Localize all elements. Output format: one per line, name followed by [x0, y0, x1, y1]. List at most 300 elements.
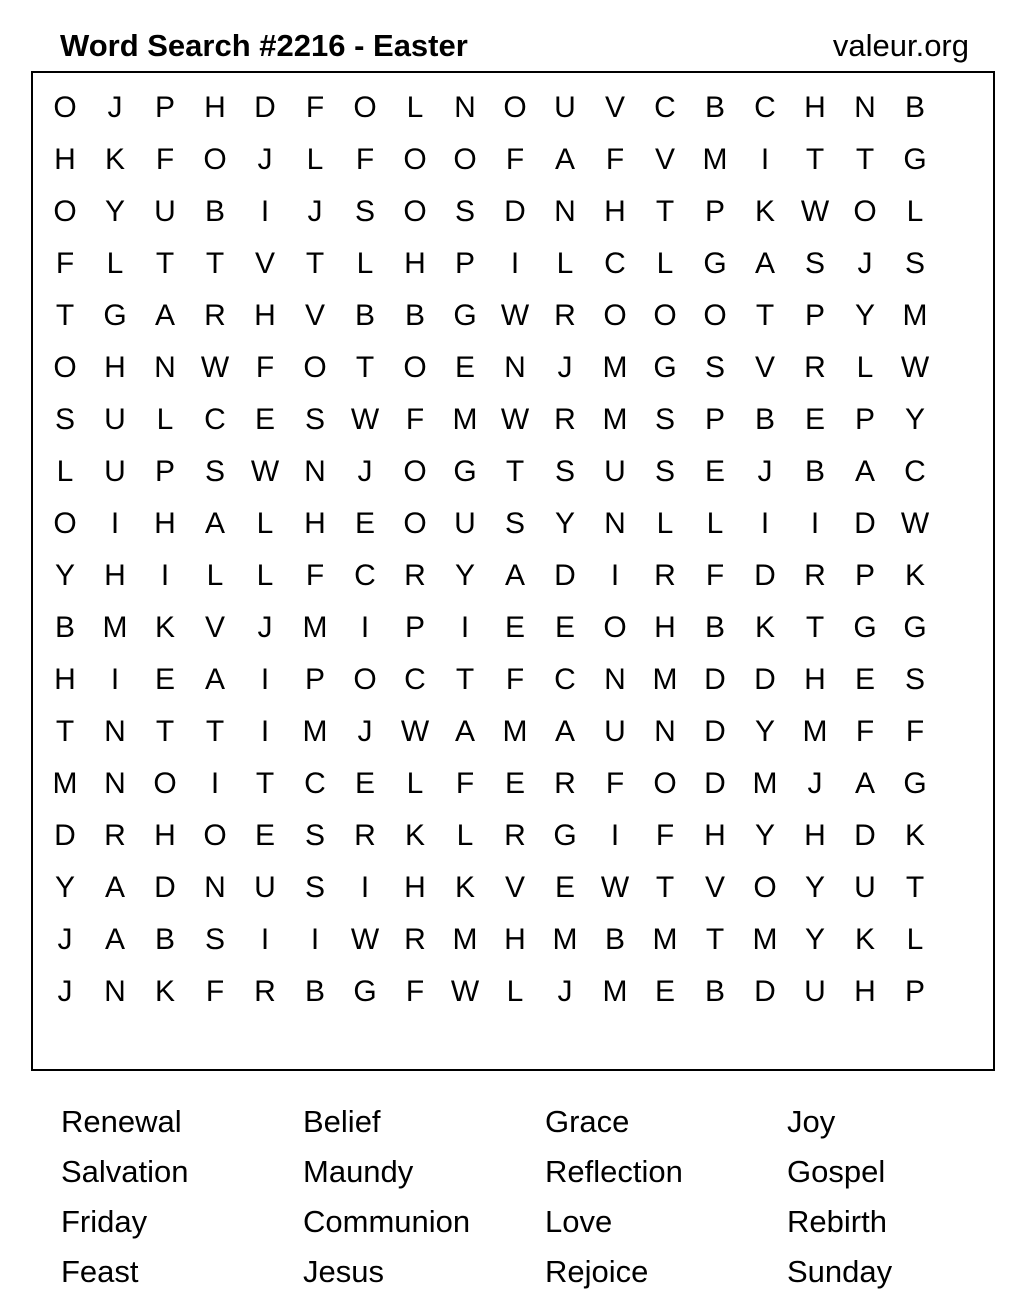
grid-cell[interactable]: D	[704, 767, 726, 800]
grid-cell[interactable]: T	[205, 715, 225, 748]
grid-cell[interactable]: T	[155, 715, 175, 748]
grid-cell[interactable]: S	[204, 923, 225, 956]
grid-cell[interactable]: B	[604, 923, 625, 956]
grid-cell[interactable]: L	[406, 91, 424, 124]
grid-cell[interactable]: N	[304, 455, 326, 488]
grid-cell[interactable]: T	[905, 871, 925, 904]
grid-cell[interactable]: T	[655, 195, 675, 228]
grid-cell[interactable]: F	[355, 143, 375, 176]
grid-cell[interactable]: Y	[804, 923, 825, 956]
grid-cell[interactable]: W	[500, 299, 530, 332]
grid-cell[interactable]: A	[754, 247, 775, 280]
grid-cell[interactable]: H	[404, 871, 426, 904]
grid-cell[interactable]: V	[304, 299, 325, 332]
grid-cell[interactable]: M	[452, 403, 478, 436]
grid-cell[interactable]: U	[454, 507, 476, 540]
grid-cell[interactable]: T	[355, 351, 375, 384]
grid-cell[interactable]: M	[52, 767, 78, 800]
grid-cell[interactable]: C	[654, 91, 676, 124]
grid-cell[interactable]: E	[654, 975, 675, 1008]
grid-cell[interactable]: G	[903, 767, 927, 800]
grid-cell[interactable]: S	[904, 247, 925, 280]
grid-cell[interactable]: U	[154, 195, 176, 228]
grid-cell[interactable]: L	[906, 195, 924, 228]
grid-cell[interactable]: O	[153, 767, 177, 800]
grid-cell[interactable]: Y	[854, 299, 875, 332]
grid-cell[interactable]: I	[210, 767, 220, 800]
grid-cell[interactable]: S	[504, 507, 525, 540]
grid-cell[interactable]: T	[455, 663, 475, 696]
grid-cell[interactable]: P	[404, 611, 425, 644]
grid-cell[interactable]: I	[360, 611, 370, 644]
grid-cell[interactable]: W	[800, 195, 830, 228]
grid-cell[interactable]: I	[610, 559, 620, 592]
grid-cell[interactable]: O	[453, 143, 477, 176]
grid-cell[interactable]: H	[54, 143, 76, 176]
grid-cell[interactable]: E	[354, 767, 375, 800]
grid-cell[interactable]: R	[404, 559, 426, 592]
grid-cell[interactable]: B	[754, 403, 775, 436]
grid-cell[interactable]: D	[704, 715, 726, 748]
grid-cell[interactable]: W	[250, 455, 280, 488]
grid-cell[interactable]: H	[854, 975, 876, 1008]
grid-cell[interactable]: P	[454, 247, 475, 280]
grid-cell[interactable]: P	[304, 663, 325, 696]
grid-cell[interactable]: Y	[754, 715, 775, 748]
grid-cell[interactable]: M	[652, 923, 678, 956]
grid-cell[interactable]: I	[510, 247, 520, 280]
grid-cell[interactable]: H	[804, 663, 826, 696]
grid-cell[interactable]: H	[104, 351, 126, 384]
grid-cell[interactable]: T	[255, 767, 275, 800]
grid-cell[interactable]: P	[854, 559, 875, 592]
grid-cell[interactable]: J	[807, 767, 823, 800]
grid-cell[interactable]: E	[254, 403, 275, 436]
grid-cell[interactable]: G	[103, 299, 127, 332]
grid-cell[interactable]: L	[56, 455, 74, 488]
grid-cell[interactable]: L	[656, 247, 674, 280]
grid-cell[interactable]: M	[502, 715, 528, 748]
grid-cell[interactable]: F	[505, 663, 525, 696]
grid-cell[interactable]: K	[104, 143, 125, 176]
grid-cell[interactable]: D	[504, 195, 526, 228]
grid-cell[interactable]: C	[604, 247, 626, 280]
grid-cell[interactable]: O	[653, 767, 677, 800]
grid-cell[interactable]: B	[354, 299, 375, 332]
grid-cell[interactable]: M	[552, 923, 578, 956]
grid-cell[interactable]: A	[104, 923, 125, 956]
grid-cell[interactable]: M	[302, 715, 328, 748]
grid-cell[interactable]: I	[260, 195, 270, 228]
grid-cell[interactable]: S	[304, 403, 325, 436]
grid-cell[interactable]: G	[653, 351, 677, 384]
grid-cell[interactable]: E	[454, 351, 475, 384]
grid-cell[interactable]: G	[553, 819, 577, 852]
grid-cell[interactable]: R	[654, 559, 676, 592]
grid-cell[interactable]: U	[604, 455, 626, 488]
grid-cell[interactable]: B	[804, 455, 825, 488]
grid-cell[interactable]: P	[704, 195, 725, 228]
grid-cell[interactable]: F	[305, 91, 325, 124]
grid-cell[interactable]: B	[54, 611, 75, 644]
grid-cell[interactable]: T	[55, 299, 75, 332]
grid-cell[interactable]: D	[754, 559, 776, 592]
grid-cell[interactable]: N	[604, 663, 626, 696]
grid-cell[interactable]: U	[104, 455, 126, 488]
grid-cell[interactable]: E	[354, 507, 375, 540]
grid-cell[interactable]: J	[107, 91, 123, 124]
grid-cell[interactable]: T	[855, 143, 875, 176]
grid-cell[interactable]: E	[804, 403, 825, 436]
grid-cell[interactable]: F	[155, 143, 175, 176]
grid-cell[interactable]: I	[810, 507, 820, 540]
grid-cell[interactable]: N	[854, 91, 876, 124]
grid-cell[interactable]: L	[456, 819, 474, 852]
grid-cell[interactable]: O	[353, 91, 377, 124]
grid-cell[interactable]: Y	[104, 195, 125, 228]
grid-cell[interactable]: C	[304, 767, 326, 800]
grid-cell[interactable]: J	[357, 455, 373, 488]
grid-cell[interactable]: P	[154, 455, 175, 488]
grid-cell[interactable]: R	[504, 819, 526, 852]
grid-cell[interactable]: K	[404, 819, 425, 852]
grid-cell[interactable]: F	[405, 403, 425, 436]
grid-cell[interactable]: I	[160, 559, 170, 592]
grid-cell[interactable]: E	[504, 767, 525, 800]
grid-cell[interactable]: M	[602, 351, 628, 384]
grid-cell[interactable]: K	[904, 559, 925, 592]
grid-cell[interactable]: N	[604, 507, 626, 540]
grid-cell[interactable]: R	[254, 975, 276, 1008]
grid-cell[interactable]: D	[154, 871, 176, 904]
grid-cell[interactable]: I	[260, 923, 270, 956]
grid-cell[interactable]: W	[200, 351, 230, 384]
grid-cell[interactable]: T	[205, 247, 225, 280]
grid-cell[interactable]: O	[203, 143, 227, 176]
grid-cell[interactable]: D	[854, 819, 876, 852]
grid-cell[interactable]: F	[255, 351, 275, 384]
grid-cell[interactable]: A	[554, 143, 575, 176]
grid-cell[interactable]: J	[557, 351, 573, 384]
grid-cell[interactable]: A	[504, 559, 525, 592]
grid-cell[interactable]: C	[354, 559, 376, 592]
grid-cell[interactable]: J	[57, 975, 73, 1008]
grid-cell[interactable]: T	[755, 299, 775, 332]
grid-cell[interactable]: P	[154, 91, 175, 124]
grid-cell[interactable]: K	[454, 871, 475, 904]
grid-cell[interactable]: V	[704, 871, 725, 904]
grid-cell[interactable]: O	[53, 195, 77, 228]
grid-cell[interactable]: H	[254, 299, 276, 332]
grid-cell[interactable]: U	[804, 975, 826, 1008]
grid-cell[interactable]: F	[305, 559, 325, 592]
grid-cell[interactable]: H	[504, 923, 526, 956]
grid-cell[interactable]: D	[704, 663, 726, 696]
grid-cell[interactable]: B	[704, 611, 725, 644]
grid-cell[interactable]: M	[602, 403, 628, 436]
grid-cell[interactable]: T	[805, 143, 825, 176]
grid-cell[interactable]: F	[505, 143, 525, 176]
grid-cell[interactable]: E	[704, 455, 725, 488]
grid-cell[interactable]: F	[605, 767, 625, 800]
grid-cell[interactable]: O	[53, 351, 77, 384]
grid-cell[interactable]: Y	[804, 871, 825, 904]
grid-cell[interactable]: J	[857, 247, 873, 280]
grid-cell[interactable]: H	[654, 611, 676, 644]
grid-cell[interactable]: H	[304, 507, 326, 540]
grid-cell[interactable]: L	[556, 247, 574, 280]
grid-cell[interactable]: R	[804, 351, 826, 384]
grid-cell[interactable]: H	[54, 663, 76, 696]
grid-cell[interactable]: Y	[554, 507, 575, 540]
grid-cell[interactable]: U	[254, 871, 276, 904]
grid-cell[interactable]: T	[155, 247, 175, 280]
grid-cell[interactable]: A	[204, 507, 225, 540]
grid-cell[interactable]: S	[204, 455, 225, 488]
grid-cell[interactable]: N	[104, 715, 126, 748]
grid-cell[interactable]: O	[53, 507, 77, 540]
grid-cell[interactable]: E	[854, 663, 875, 696]
grid-cell[interactable]: A	[204, 663, 225, 696]
grid-cell[interactable]: Y	[904, 403, 925, 436]
grid-cell[interactable]: W	[350, 923, 380, 956]
grid-cell[interactable]: I	[310, 923, 320, 956]
grid-cell[interactable]: B	[704, 975, 725, 1008]
grid-cell[interactable]: R	[554, 403, 576, 436]
grid-cell[interactable]: D	[754, 663, 776, 696]
grid-cell[interactable]: I	[110, 663, 120, 696]
grid-cell[interactable]: S	[654, 403, 675, 436]
grid-cell[interactable]: G	[903, 611, 927, 644]
grid-cell[interactable]: L	[656, 507, 674, 540]
grid-cell[interactable]: W	[500, 403, 530, 436]
grid-cell[interactable]: Y	[754, 819, 775, 852]
grid-cell[interactable]: N	[104, 975, 126, 1008]
grid-cell[interactable]: G	[353, 975, 377, 1008]
grid-cell[interactable]: O	[53, 91, 77, 124]
grid-cell[interactable]: S	[304, 871, 325, 904]
grid-cell[interactable]: W	[450, 975, 480, 1008]
grid-cell[interactable]: W	[400, 715, 430, 748]
grid-cell[interactable]: D	[54, 819, 76, 852]
grid-cell[interactable]: F	[905, 715, 925, 748]
grid-cell[interactable]: B	[404, 299, 425, 332]
grid-cell[interactable]: S	[454, 195, 475, 228]
grid-cell[interactable]: N	[654, 715, 676, 748]
grid-cell[interactable]: G	[703, 247, 727, 280]
grid-cell[interactable]: V	[504, 871, 525, 904]
grid-cell[interactable]: F	[405, 975, 425, 1008]
grid-cell[interactable]: B	[154, 923, 175, 956]
grid-cell[interactable]: C	[204, 403, 226, 436]
grid-cell[interactable]: H	[154, 819, 176, 852]
grid-cell[interactable]: O	[403, 455, 427, 488]
grid-cell[interactable]: R	[104, 819, 126, 852]
grid-cell[interactable]: H	[604, 195, 626, 228]
grid-cell[interactable]: E	[554, 871, 575, 904]
grid-cell[interactable]: N	[504, 351, 526, 384]
grid-cell[interactable]: F	[705, 559, 725, 592]
grid-cell[interactable]: O	[403, 351, 427, 384]
grid-cell[interactable]: S	[54, 403, 75, 436]
grid-cell[interactable]: M	[702, 143, 728, 176]
grid-cell[interactable]: J	[257, 143, 273, 176]
grid-cell[interactable]: K	[754, 611, 775, 644]
grid-cell[interactable]: I	[260, 663, 270, 696]
grid-cell[interactable]: K	[154, 975, 175, 1008]
grid-cell[interactable]: J	[257, 611, 273, 644]
grid-cell[interactable]: O	[603, 611, 627, 644]
grid-cell[interactable]: L	[706, 507, 724, 540]
grid-cell[interactable]: I	[760, 143, 770, 176]
grid-cell[interactable]: S	[654, 455, 675, 488]
grid-cell[interactable]: M	[102, 611, 128, 644]
grid-cell[interactable]: A	[104, 871, 125, 904]
grid-cell[interactable]: R	[354, 819, 376, 852]
grid-cell[interactable]: F	[605, 143, 625, 176]
grid-cell[interactable]: M	[302, 611, 328, 644]
grid-cell[interactable]: I	[610, 819, 620, 852]
grid-cell[interactable]: M	[452, 923, 478, 956]
grid-cell[interactable]: L	[256, 507, 274, 540]
grid-cell[interactable]: A	[854, 455, 875, 488]
grid-cell[interactable]: O	[603, 299, 627, 332]
grid-cell[interactable]: Y	[54, 871, 75, 904]
grid-cell[interactable]: M	[752, 923, 778, 956]
grid-cell[interactable]: N	[204, 871, 226, 904]
grid-cell[interactable]: B	[204, 195, 225, 228]
grid-cell[interactable]: V	[204, 611, 225, 644]
grid-cell[interactable]: T	[305, 247, 325, 280]
grid-cell[interactable]: V	[254, 247, 275, 280]
grid-cell[interactable]: M	[602, 975, 628, 1008]
grid-cell[interactable]: L	[356, 247, 374, 280]
grid-cell[interactable]: E	[154, 663, 175, 696]
grid-cell[interactable]: J	[57, 923, 73, 956]
grid-cell[interactable]: R	[404, 923, 426, 956]
grid-cell[interactable]: C	[554, 663, 576, 696]
grid-cell[interactable]: F	[55, 247, 75, 280]
grid-cell[interactable]: R	[204, 299, 226, 332]
grid-cell[interactable]: O	[703, 299, 727, 332]
grid-cell[interactable]: O	[503, 91, 527, 124]
grid-cell[interactable]: N	[104, 767, 126, 800]
grid-cell[interactable]: L	[306, 143, 324, 176]
grid-cell[interactable]: L	[156, 403, 174, 436]
grid-cell[interactable]: H	[704, 819, 726, 852]
grid-cell[interactable]: V	[604, 91, 625, 124]
grid-cell[interactable]: J	[357, 715, 373, 748]
grid-cell[interactable]: T	[55, 715, 75, 748]
grid-cell[interactable]: M	[802, 715, 828, 748]
grid-cell[interactable]: Y	[454, 559, 475, 592]
grid-cell[interactable]: S	[304, 819, 325, 852]
grid-cell[interactable]: A	[454, 715, 475, 748]
grid-cell[interactable]: T	[705, 923, 725, 956]
grid-cell[interactable]: K	[904, 819, 925, 852]
grid-cell[interactable]: I	[110, 507, 120, 540]
grid-cell[interactable]: H	[404, 247, 426, 280]
grid-cell[interactable]: L	[206, 559, 224, 592]
grid-cell[interactable]: W	[900, 507, 930, 540]
grid-cell[interactable]: V	[754, 351, 775, 384]
grid-cell[interactable]: R	[554, 767, 576, 800]
grid-cell[interactable]: O	[653, 299, 677, 332]
grid-cell[interactable]: B	[304, 975, 325, 1008]
grid-cell[interactable]: U	[554, 91, 576, 124]
grid-cell[interactable]: F	[855, 715, 875, 748]
grid-cell[interactable]: U	[854, 871, 876, 904]
grid-cell[interactable]: C	[404, 663, 426, 696]
grid-cell[interactable]: O	[303, 351, 327, 384]
grid-cell[interactable]: G	[453, 455, 477, 488]
grid-cell[interactable]: L	[506, 975, 524, 1008]
grid-cell[interactable]: D	[254, 91, 276, 124]
grid-cell[interactable]: O	[403, 143, 427, 176]
grid-cell[interactable]: T	[805, 611, 825, 644]
grid-cell[interactable]: A	[154, 299, 175, 332]
grid-cell[interactable]: O	[753, 871, 777, 904]
grid-cell[interactable]: L	[856, 351, 874, 384]
grid-cell[interactable]: I	[260, 715, 270, 748]
grid-cell[interactable]: S	[704, 351, 725, 384]
grid-cell[interactable]: J	[307, 195, 323, 228]
grid-cell[interactable]: W	[600, 871, 630, 904]
grid-cell[interactable]: E	[504, 611, 525, 644]
grid-cell[interactable]: O	[203, 819, 227, 852]
grid-cell[interactable]: H	[154, 507, 176, 540]
grid-cell[interactable]: G	[453, 299, 477, 332]
grid-cell[interactable]: V	[654, 143, 675, 176]
grid-cell[interactable]: H	[804, 91, 826, 124]
grid-cell[interactable]: L	[256, 559, 274, 592]
grid-cell[interactable]: I	[760, 507, 770, 540]
grid-cell[interactable]: T	[655, 871, 675, 904]
grid-cell[interactable]: U	[604, 715, 626, 748]
grid-cell[interactable]: S	[554, 455, 575, 488]
grid-cell[interactable]: H	[804, 819, 826, 852]
grid-cell[interactable]: H	[204, 91, 226, 124]
grid-cell[interactable]: M	[752, 767, 778, 800]
grid-cell[interactable]: G	[903, 143, 927, 176]
grid-cell[interactable]: P	[904, 975, 925, 1008]
grid-cell[interactable]: P	[704, 403, 725, 436]
grid-cell[interactable]: D	[754, 975, 776, 1008]
grid-cell[interactable]: Y	[54, 559, 75, 592]
grid-cell[interactable]: W	[350, 403, 380, 436]
grid-cell[interactable]: F	[655, 819, 675, 852]
grid-cell[interactable]: M	[652, 663, 678, 696]
grid-cell[interactable]: I	[360, 871, 370, 904]
grid-cell[interactable]: M	[902, 299, 928, 332]
grid-cell[interactable]: P	[804, 299, 825, 332]
grid-cell[interactable]: K	[154, 611, 175, 644]
grid-cell[interactable]: E	[254, 819, 275, 852]
grid-cell[interactable]: O	[403, 195, 427, 228]
grid-cell[interactable]: N	[154, 351, 176, 384]
grid-cell[interactable]: A	[554, 715, 575, 748]
grid-cell[interactable]: S	[804, 247, 825, 280]
grid-cell[interactable]: O	[403, 507, 427, 540]
grid-cell[interactable]: F	[205, 975, 225, 1008]
grid-cell[interactable]: A	[854, 767, 875, 800]
grid-cell[interactable]: C	[754, 91, 776, 124]
grid-cell[interactable]: R	[554, 299, 576, 332]
grid-cell[interactable]: J	[757, 455, 773, 488]
grid-cell[interactable]: K	[754, 195, 775, 228]
grid-cell[interactable]: D	[554, 559, 576, 592]
grid-cell[interactable]: I	[460, 611, 470, 644]
